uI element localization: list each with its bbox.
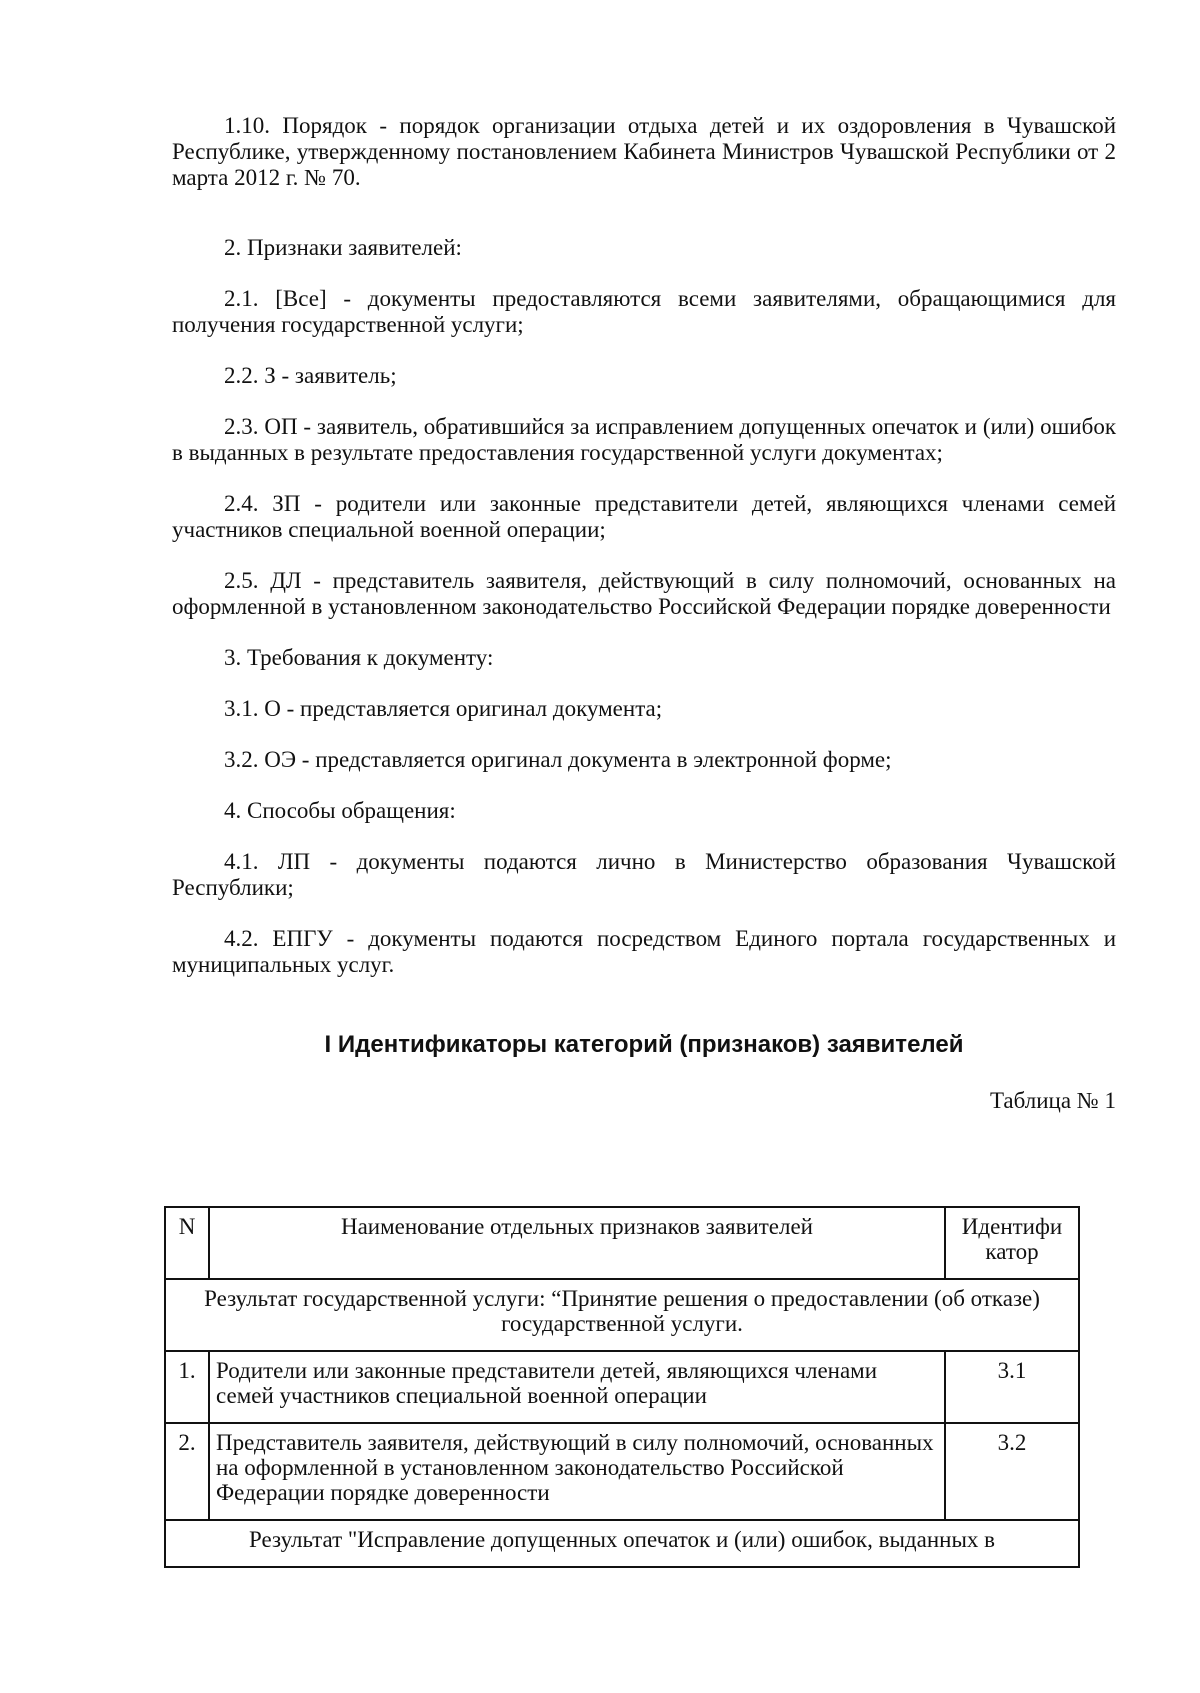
table-group-row [165, 1279, 1079, 1351]
paragraph-2-1: 2.1. [Все] - документы предоставляются всеми заявителями, обращающимися для получения государственной услуги; [172, 286, 1116, 337]
paragraph-2-4: 2.4. ЗП - родители или законные представители детей, являющихся членами семей участников специальной военной операции; [172, 491, 1116, 542]
table-row [165, 1423, 1079, 1520]
table-caption: Таблица № 1 [989, 1088, 1116, 1113]
header-identifier [945, 1207, 1079, 1279]
header-identifier-line1: Идентифи [961, 1214, 1063, 1239]
row-identifier: 3.2 [945, 1423, 1079, 1520]
paragraph-2-heading: 2. Признаки заявителей: [224, 235, 462, 260]
row-number: 2. [165, 1423, 209, 1520]
group-result-correction: Результат "Исправление допущенных опечаток и (или) ошибок, выданных в [165, 1520, 1079, 1567]
row-identifier: 3.1 [945, 1351, 1079, 1423]
paragraph-2-2: 2.2. З - заявитель; [224, 363, 397, 388]
row-name: Представитель заявителя, действующий в силу полномочий, основанных на оформленной в установленном законодательство Российской Федерации порядке доверенности [209, 1423, 945, 1520]
header-identifier-line2: катор [985, 1239, 1039, 1264]
paragraph-3-1: 3.1. О - представляется оригинал документа; [224, 696, 663, 721]
document-body [172, 113, 1116, 1131]
paragraph-2-3: 2.3. ОП - заявитель, обратившийся за исправлением допущенных опечаток и (или) ошибок в выданных в результате предоставления государственной услуги документах; [172, 414, 1116, 465]
applicant-identifiers-table [164, 1206, 1080, 1568]
section-title: I Идентификаторы категорий (признаков) заявителей [324, 1031, 964, 1058]
paragraph-4-2: 4.2. ЕПГУ - документы подаются посредством Единого портала государственных и муниципальных услуг. [172, 926, 1116, 977]
row-number: 1. [165, 1351, 209, 1423]
table-header-row [165, 1207, 1079, 1279]
table-row [165, 1351, 1079, 1423]
header-name: Наименование отдельных признаков заявителей [209, 1207, 945, 1279]
paragraph-3-heading: 3. Требования к документу: [224, 645, 494, 670]
paragraph-4-1: 4.1. ЛП - документы подаются лично в Министерство образования Чувашской Республики; [172, 849, 1116, 900]
table-group-row [165, 1520, 1079, 1567]
paragraph-1-10: 1.10. Порядок - порядок организации отдыха детей и их оздоровления в Чувашской Республике, утвержденному постановлением Кабинета Министров Чувашской Республики от 2 марта 2012 г. № 70. [172, 113, 1116, 190]
row-name: Родители или законные представители детей, являющихся членами семей участников специальной военной операции [209, 1351, 945, 1423]
paragraph-3-2: 3.2. ОЭ - представляется оригинал документа в электронной форме; [224, 747, 892, 772]
group-result-decision: Результат государственной услуги: “Принятие решения о предоставлении (об отказе) государственной услуги. [165, 1279, 1079, 1351]
paragraph-2-5: 2.5. ДЛ - представитель заявителя, действующий в силу полномочий, основанных на оформленной в установленном законодательство Российской Федерации порядке доверенности [172, 568, 1116, 619]
paragraph-4-heading: 4. Способы обращения: [224, 798, 456, 823]
header-n: N [165, 1207, 209, 1279]
